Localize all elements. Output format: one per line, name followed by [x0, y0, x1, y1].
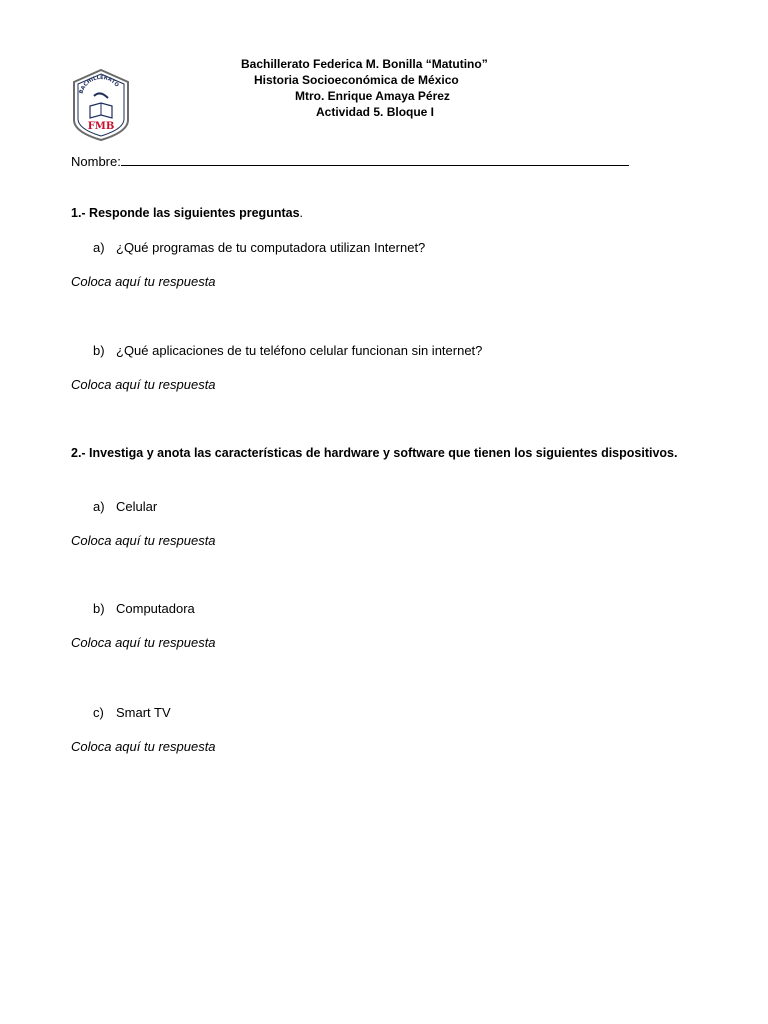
question-1a — [93, 240, 425, 255]
answer-placeholder-2a[interactable]: Coloca aquí tu respuesta — [71, 533, 216, 548]
activity-title: Actividad 5. Bloque I — [316, 105, 435, 119]
teacher-name: Mtro. Enrique Amaya Pérez — [295, 89, 450, 103]
question-2c — [93, 705, 171, 720]
answer-placeholder-2c[interactable]: Coloca aquí tu respuesta — [71, 739, 216, 754]
item-text: ¿Qué aplicaciones de tu teléfono celular funcionan sin internet? — [116, 343, 483, 358]
school-name: Bachillerato Federica M. Bonilla “Matutino” — [241, 57, 488, 71]
item-letter: a) — [93, 499, 105, 514]
logo-ring-text: BACHILLERATO — [78, 74, 120, 95]
question-2-title: 2.- Investiga y anota las características de hardware y software que tienen los siguientes dispositivos. — [71, 446, 678, 460]
course-name: Historia Socioeconómica de México — [254, 73, 459, 87]
school-logo — [70, 68, 132, 142]
school-seal-icon — [70, 68, 132, 142]
item-letter: b) — [93, 601, 105, 616]
question-1-title: 1.- Responde las siguientes preguntas. — [71, 206, 304, 220]
item-letter: c) — [93, 705, 104, 720]
item-text: Computadora — [116, 601, 195, 616]
question-1b — [93, 343, 482, 358]
item-text: ¿Qué programas de tu computadora utilizan Internet? — [116, 240, 426, 255]
name-label: Nombre: — [71, 154, 121, 169]
name-underline[interactable] — [121, 153, 629, 166]
question-2a — [93, 499, 157, 514]
item-letter: a) — [93, 240, 105, 255]
answer-placeholder-1a[interactable]: Coloca aquí tu respuesta — [71, 274, 216, 289]
item-text: Celular — [116, 499, 158, 514]
answer-placeholder-2b[interactable]: Coloca aquí tu respuesta — [71, 635, 216, 650]
item-text: Smart TV — [116, 705, 171, 720]
answer-placeholder-1b[interactable]: Coloca aquí tu respuesta — [71, 377, 216, 392]
logo-letters: FMB — [87, 121, 115, 132]
question-2b — [93, 601, 195, 616]
name-field — [71, 153, 629, 169]
item-letter: b) — [93, 343, 105, 358]
